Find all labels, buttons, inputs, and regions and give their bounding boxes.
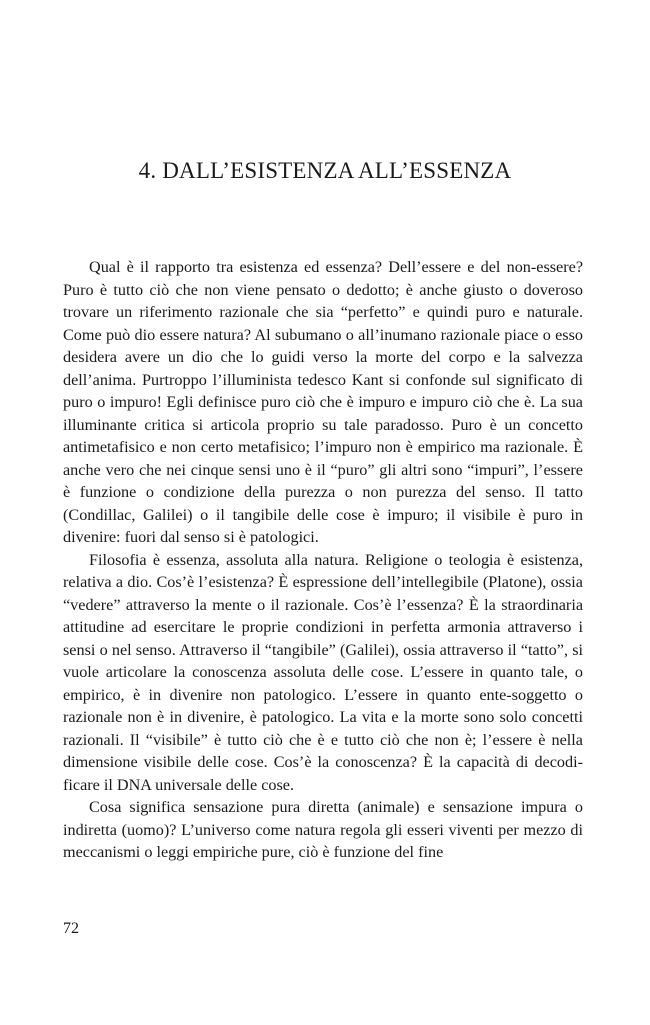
paragraph-3: Cosa significa sensazione pura diretta (animale) e sensazione impura o indiretta (uomo)? L’universo come natura regola gli esseri viventi per mezzo di meccanismi o leggi empiriche pure, ciò è funzione del fine — [63, 798, 583, 861]
paragraph-2: Filosofia è essenza, assoluta alla natura. Religione o teologia è esistenza, relativa a dio. Cos’è l’esistenza? È espressione dell’intellegibile (Platone), ossia “vedere” attraverso la mente o il razionale. Cos’è l’essenza? È la straordinaria attitudine ad esercitare le proprie condizioni in perfetta armonia attraverso i sensi o nel senso. Attraverso il “tangibile” (Galilei), ossia attraverso il “tatto”, si vuole articolare la conoscenza assoluta delle cose. L’essere in quanto tale, o empirico, è in divenire non patologico. L’essere in quanto ente-soggetto o razionale non è in divenire, è patologico. La vita e la morte sono solo concetti razionali. Il “visibile” è tutto ciò che è e tutto ciò che non è; l’essere è nella dimensione visibile delle cose. Cos’è la conoscenza? È la capacità di decodificare il DNA universale delle cose. — [63, 550, 583, 794]
chapter-title: 4. DALL’ESISTENZA ALL’ESSENZA — [138, 158, 512, 183]
page-number: 72 — [63, 920, 79, 937]
body-text — [63, 256, 583, 864]
paragraph-1: Qual è il rapporto tra esistenza ed essenza? Dell’essere e del non-essere? Puro è tutto ciò che non viene pensato o dedotto; è anche giusto o doveroso trovare un riferimento razionale che sia “perfetto” e quindi puro e naturale. Come può dio essere natura? Al subumano o all’inumano razionale piace o esso desidera avere un dio che lo guidi verso la morte del corpo e la salvezza dell’anima. Purtroppo l’illuminista tedesco Kant si confonde sul significato di puro o impuro! Egli definisce puro ciò che è impuro e impuro ciò che è. La sua illuminante critica si articola proprio su tale paradosso. Puro è un concetto antimetafisico e non certo metafisico; l’impuro non è empirico ma razionale. È anche vero che nei cinque sensi uno è il “puro” gli altri sono “impuri”, l’essere è funzione o condizione della purezza o non purezza del senso. Il tatto (Condillac, Galilei) o il tangibile delle cose è impuro; il visibile è puro in divenire: fuori dal senso si è patologici. — [63, 258, 583, 546]
